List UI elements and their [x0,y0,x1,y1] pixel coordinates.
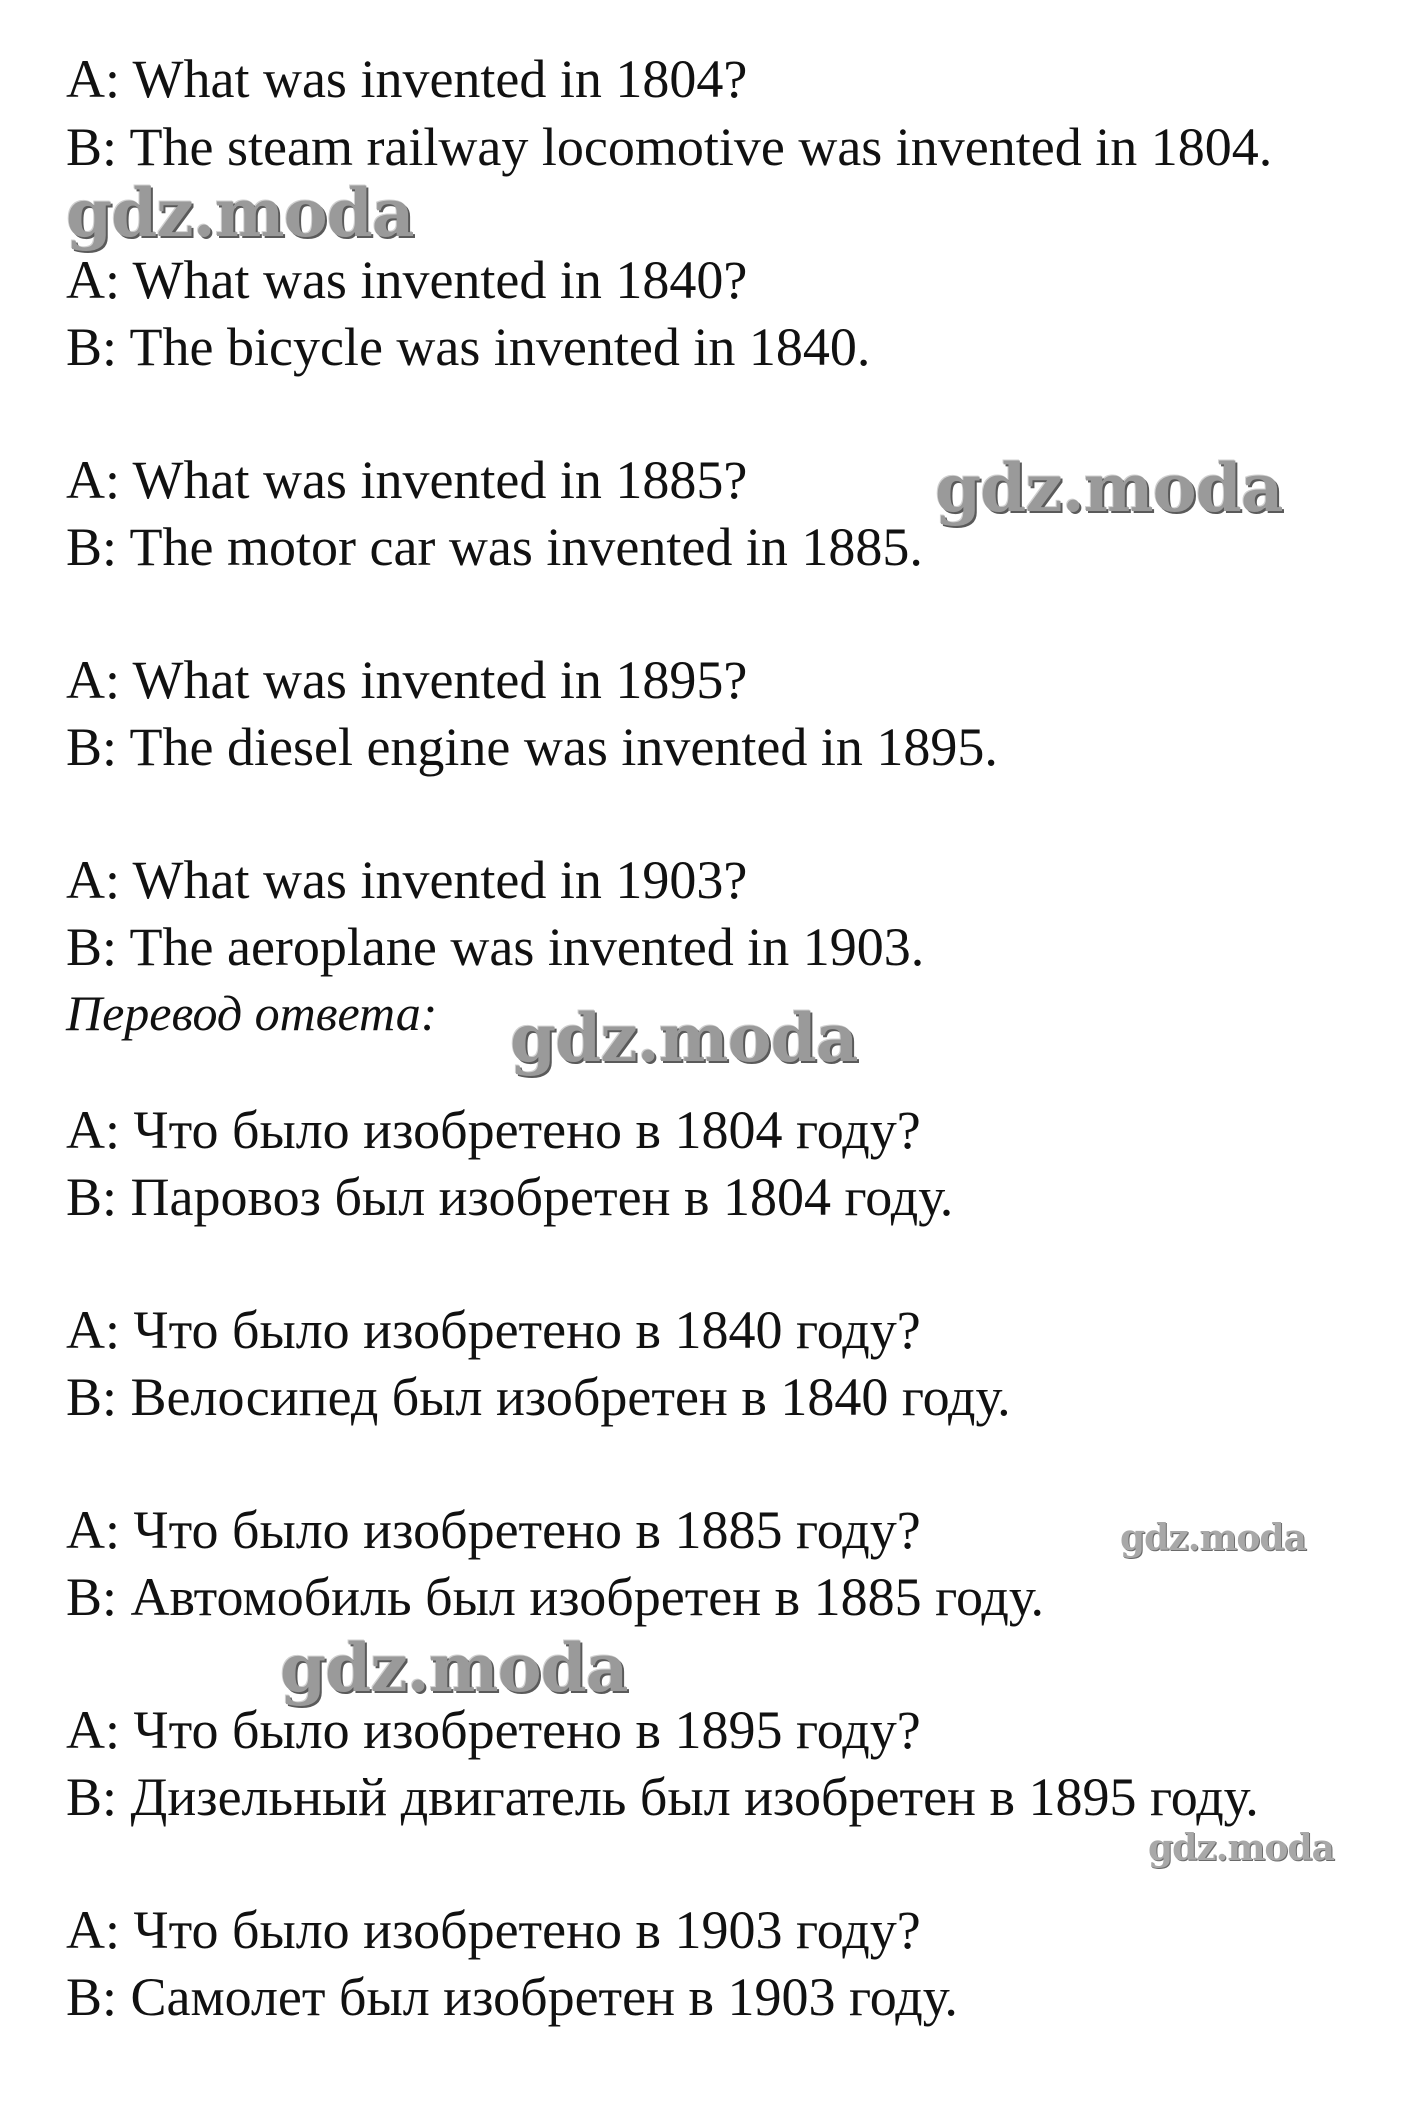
english-answer-4: B: The diesel engine was invented in 1895. [66,717,998,777]
russian-answer-1: B: Паровоз был изобретен в 1804 году. [66,1167,954,1227]
translation-heading: Перевод ответа: [66,985,438,1041]
english-question-1: A: What was invented in 1804? [66,49,748,109]
russian-answer-3: B: Автомобиль был изобретен в 1885 году. [66,1567,1044,1627]
watermark-logo-4: gdz.moda [1120,1517,1306,1559]
english-question-2: A: What was invented in 1840? [66,250,748,310]
watermark-logo-5: gdz.moda [280,1629,628,1707]
russian-answer-5: B: Самолет был изобретен в 1903 году. [66,1967,958,2027]
watermark-logo-6: gdz.moda [1148,1827,1334,1869]
english-question-3: A: What was invented in 1885? [66,450,748,510]
watermark-logo-3: gdz.moda [510,999,858,1077]
watermark-logo-1: gdz.moda [66,174,414,252]
english-answer-5: B: The aeroplane was invented in 1903. [66,917,925,977]
english-answer-1: B: The steam railway locomotive was invented in 1804. [66,117,1273,177]
english-answer-2: B: The bicycle was invented in 1840. [66,317,871,377]
russian-question-3: A: Что было изобретено в 1885 году? [66,1500,921,1560]
russian-question-4: A: Что было изобретено в 1895 году? [66,1700,921,1760]
english-question-4: A: What was invented in 1895? [66,650,748,710]
russian-question-5: A: Что было изобретено в 1903 году? [66,1900,921,1960]
russian-question-2: A: Что было изобретено в 1840 году? [66,1300,921,1360]
english-answer-3: B: The motor car was invented in 1885. [66,517,923,577]
russian-answer-4: B: Дизельный двигатель был изобретен в 1895 году. [66,1767,1259,1827]
russian-answer-2: B: Велосипед был изобретен в 1840 году. [66,1367,1011,1427]
english-question-5: A: What was invented in 1903? [66,850,748,910]
russian-question-1: A: Что было изобретено в 1804 году? [66,1100,921,1160]
watermark-logo-2: gdz.moda [935,449,1283,527]
